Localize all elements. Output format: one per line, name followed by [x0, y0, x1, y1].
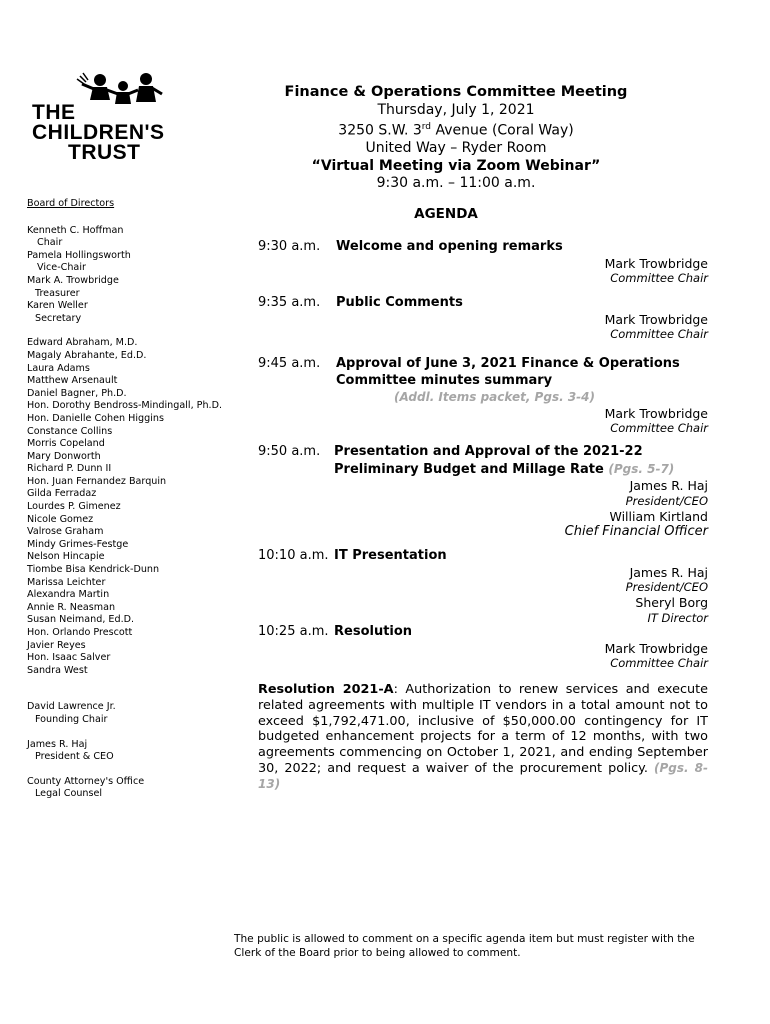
member-name: Gilda Ferradaz: [27, 488, 97, 500]
member-name: Nicole Gomez: [27, 513, 94, 525]
president-ceo: [27, 739, 247, 764]
resolution-text: : Authorization to renew services and execute related agreements with multiple IT vendors in a total amount not to exceed $1,792,471.00, inclusive of $50,000.00 contingency for IT budgeted enhancement projects for a term of 12 months, with two agreements commencing on October 1, 2021, and ending September 30, 2022; and request a waiver of the procurement policy.: [258, 682, 708, 776]
member-name: Daniel Bagner, Ph.D.: [27, 387, 127, 399]
item-pages: (Pgs. 5-7): [608, 461, 675, 476]
agenda-item-budget: [258, 444, 708, 540]
member-name: Matthew Arsenault: [27, 375, 118, 387]
member-name: Annie R. Neasman: [27, 601, 116, 613]
item-presenter: James R. Haj: [629, 478, 708, 493]
members-list: [27, 337, 247, 677]
member-name: Lourdes P. Gimenez: [27, 501, 121, 513]
member-name: Nelson Hincapie: [27, 551, 105, 563]
counsel-name: County Attorney's Office: [27, 775, 145, 787]
member-name: Alexandra Martin: [27, 589, 110, 601]
agenda-item-it-presentation: [258, 548, 708, 626]
item-title: Public Comments: [336, 295, 463, 310]
board-heading: Board of Directors: [27, 198, 115, 209]
item-role: Chief Financial Officer: [564, 524, 708, 539]
officer-name: Mark A. Trowbridge: [27, 274, 119, 286]
item-presenter: James R. Haj: [629, 564, 708, 580]
item-title-line2: Committee minutes summary: [336, 372, 553, 388]
member-name: Hon. Juan Fernandez Barquin: [27, 475, 167, 487]
item-time: 10:25 a.m.: [258, 624, 329, 639]
member-name: Tiombe Bisa Kendrick-Dunn: [27, 564, 160, 576]
item-time: 9:30 a.m.: [258, 239, 321, 254]
member-name: Magaly Abrahante, Ed.D.: [27, 349, 147, 361]
item-presenter: Mark Trowbridge: [604, 255, 708, 271]
member-name: Laura Adams: [27, 362, 90, 374]
meeting-time: 9:30 a.m. – 11:00 a.m.: [376, 175, 536, 192]
item-presenter: Mark Trowbridge: [604, 640, 708, 656]
logo-text-childrens: CHILDREN'S: [32, 121, 165, 144]
meeting-room: United Way – Ryder Room: [365, 140, 547, 157]
board-of-directors-sidebar: [27, 198, 247, 813]
item-pages: (Addl. Items packet, Pgs. 3-4): [394, 390, 595, 404]
member-name: Mindy Grimes-Festge: [27, 538, 129, 550]
member-name: Hon. Orlando Prescott: [27, 627, 133, 638]
meeting-header: [240, 84, 672, 193]
item-role: Committee Chair: [610, 327, 708, 341]
item-role: Committee Chair: [610, 271, 708, 285]
founding-chair-name: David Lawrence Jr.: [27, 701, 116, 713]
item-title-line1: Approval of June 3, 2021 Finance & Operations: [336, 356, 680, 371]
item-title: IT Presentation: [334, 548, 447, 563]
president-title: President & CEO: [35, 751, 114, 763]
agenda-item-welcome: [258, 239, 708, 286]
item-time: 10:10 a.m.: [258, 548, 329, 563]
member-name: Hon. Danielle Cohen Higgins: [27, 412, 164, 424]
item-title-line1: Presentation and Approval of the 2021-22: [334, 444, 643, 459]
item-role: Committee Chair: [610, 421, 708, 435]
resolution-pages: (Pgs. 8-13): [258, 760, 708, 791]
resolution-paragraph: [258, 682, 708, 793]
officer-title: Secretary: [35, 312, 82, 324]
member-name: Edward Abraham, M.D.: [27, 337, 138, 349]
officer-title: Vice-Chair: [37, 262, 86, 274]
officer-name: Pamela Hollingsworth: [27, 249, 131, 261]
logo-text-the: THE: [32, 101, 76, 124]
officer-title: Treasurer: [35, 287, 80, 299]
meeting-address: 3250 S.W. 3rd Avenue (Coral Way): [338, 122, 574, 139]
item-title: Resolution: [334, 624, 413, 639]
member-name: Hon. Isaac Salver: [27, 652, 111, 664]
officer-title: Chair: [37, 237, 63, 249]
public-comment-note: The public is allowed to comment on a specific agenda item but must register with the Clerk of the Board prior to being allowed to comment.: [234, 933, 695, 959]
member-name: Constance Collins: [27, 425, 113, 437]
item-role: President/CEO: [625, 580, 708, 594]
item-role: IT Director: [647, 610, 708, 625]
legal-counsel: [27, 776, 247, 801]
counsel-title: Legal Counsel: [35, 788, 103, 800]
meeting-date: Thursday, July 1, 2021: [377, 101, 535, 118]
member-name: Susan Neimand, Ed.D.: [27, 614, 135, 626]
logo-text-trust: TRUST: [68, 141, 141, 164]
meeting-title: Finance & Operations Committee Meeting: [284, 84, 628, 100]
resolution-label: Resolution 2021-A: [258, 682, 394, 697]
agenda-item-minutes-approval: [258, 356, 708, 436]
agenda-item-public-comments: [258, 295, 708, 342]
item-presenter: William Kirtland: [609, 508, 708, 524]
item-presenter: Mark Trowbridge: [604, 405, 708, 421]
item-title: Welcome and opening remarks: [336, 239, 563, 254]
agenda-item-resolution: [258, 624, 708, 671]
item-title-line2: Preliminary Budget and Millage Rate: [334, 461, 604, 477]
item-presenter: Sheryl Borg: [635, 595, 708, 610]
president-name: James R. Haj: [27, 738, 88, 750]
item-time: 9:50 a.m.: [258, 444, 321, 459]
member-name: Mary Donworth: [27, 450, 101, 462]
member-name: Valrose Graham: [27, 526, 104, 538]
meeting-virtual: “Virtual Meeting via Zoom Webinar”: [311, 157, 601, 174]
member-name: Javier Reyes: [27, 639, 86, 651]
officer-name: Kenneth C. Hoffman: [27, 224, 124, 236]
founding-chair: [27, 701, 247, 726]
item-presenter: Mark Trowbridge: [604, 311, 708, 327]
item-role: President/CEO: [625, 493, 708, 508]
item-role: Committee Chair: [610, 656, 708, 670]
member-name: Marissa Leichter: [27, 576, 106, 588]
member-name: Sandra West: [27, 664, 88, 676]
member-name: Richard P. Dunn II: [27, 463, 112, 475]
founding-chair-title: Founding Chair: [35, 713, 108, 725]
agenda-heading: AGENDA: [414, 206, 478, 222]
item-time: 9:45 a.m.: [258, 356, 321, 371]
officers-list: [27, 225, 247, 326]
childrens-trust-logo: [30, 70, 170, 170]
item-time: 9:35 a.m.: [258, 295, 321, 310]
officer-name: Karen Weller: [27, 300, 88, 312]
member-name: Morris Copeland: [27, 438, 105, 450]
member-name: Hon. Dorothy Bendross-Mindingall, Ph.D.: [27, 400, 223, 412]
